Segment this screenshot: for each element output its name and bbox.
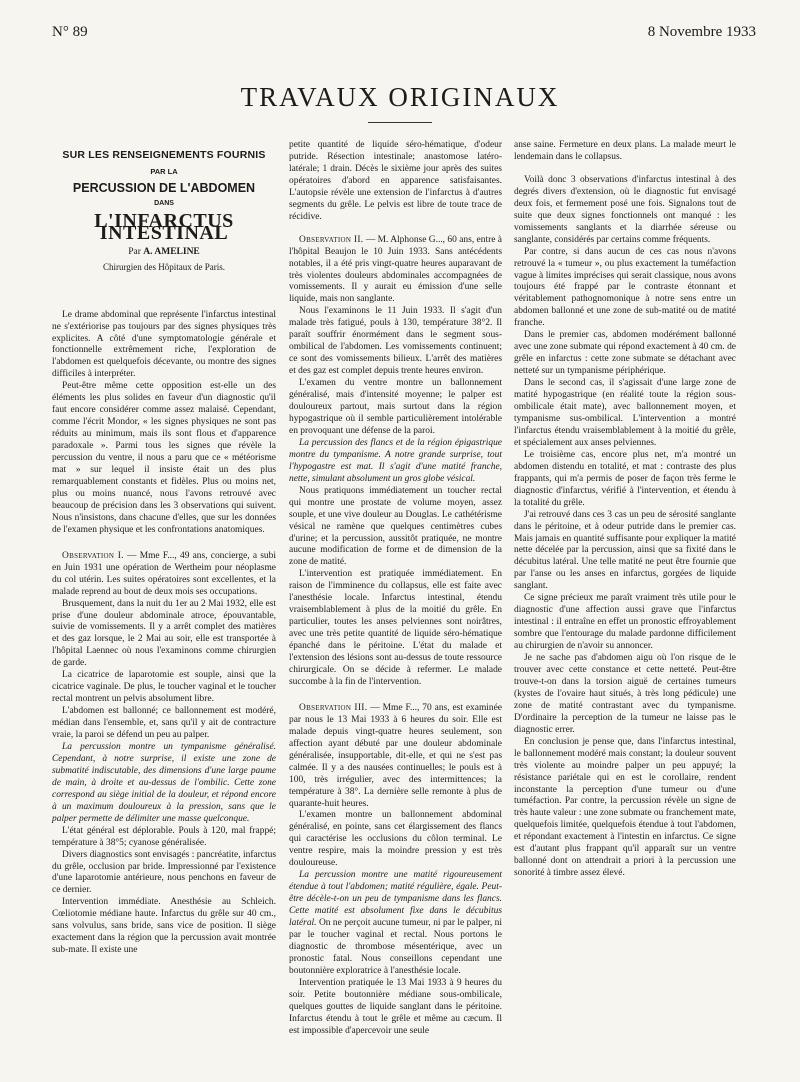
article-sub-title: PERCUSSION DE L'ABDOMEN — [72, 180, 256, 195]
observation-label: Observation II. — [299, 234, 364, 245]
author-prefix: Par — [128, 246, 141, 257]
column-1 — [52, 150, 276, 957]
paragraph: L'examen du ventre montre un ballonnement généralisé, mais d'intensité moyenne; le palper est douloureux partout, mais surtout dans la région hypogastrique où il semble particulièrement intolérable en provoquant une défense de la paroi. — [289, 378, 502, 436]
paragraph: Dans le second cas, il s'agissait d'une large zone de matité hypogastrique (en réalité toute la région sous-ombilicale était mate), avec ballonnement moyen, et tympanisme sus-ombilical. L'intervention a montré l'infarctus étendu vraisemblablement à la moitié du grêle, et spécialement aux anses pelviennes. — [514, 378, 736, 448]
column-3 — [514, 140, 736, 880]
paragraph: Je ne sache pas d'abdomen aigu où l'on risque de le trouver avec cette constance et cette netteté. Peut-être trouve-t-on dans la torsion aiguë de certaines tumeurs (kystes de l'ovaire haut situés, à très long pédicule) une zone de matité contrastant avec du tympanisme. D'ordinaire la perception de la tumeur ne laisse pas le diagnostic errer. — [514, 653, 736, 735]
paragraph: Le troisième cas, encore plus net, m'a montré un abdomen distendu en totalité, et mat : contraste des plus frappants, qui m'a permis de poser de façon très ferme le diagnostic d'infarctus, vérifié à l'intervention, et étendu à la totalité du grêle. — [514, 449, 736, 508]
paragraph: Voilà donc 3 observations d'infarctus intestinal à des degrés divers d'extension, où le diagnostic fut envisagé deux fois, et fermement posé une fois. Signalons tout de suite que deux signes fonctionnels ont manqué : les vomissements sanglants et la diarrhée séreuse ou sanglante, considérés par certains comme fréquents. — [514, 174, 736, 245]
observation-label: Observation I. — [62, 550, 124, 561]
paragraph: anse saine. Fermeture en deux plans. La malade meurt le lendemain dans le collapsus. — [514, 140, 736, 162]
column-2 — [289, 140, 502, 1038]
italic-text: La percussion des flancs et de la région épigastrique montre du tympanisme. A notre grande surprise, tout l'hypogastre est mat. Il s'agit d'une matité franche, nette, simulant absolument un gros globe vésical. — [289, 437, 502, 484]
observation-text: — Mme F..., 49 ans, concierge, a subi en Juin 1931 une opération de Wertheim pour néoplasme du col utérin. Les suites opératoires sont excellentes, et la malade reprend au bout de deux mois ses occupations. — [52, 550, 276, 597]
observation-1 — [52, 551, 276, 599]
observation-3 — [289, 703, 502, 811]
issue-number: N° 89 — [52, 24, 88, 40]
paragraph: Brusquement, dans la nuit du 1er au 2 Mai 1932, elle est prise d'une douleur abdominale atroce, épouvantable, suivie de vomissements. Il y a arrêt complet des matières et des gaz lorsque, le 2 Mai au soir, elle est transportée à l'hôpital Laennec où nous l'examinons comme chirurgien de garde. — [52, 598, 276, 669]
article-heading — [52, 150, 276, 274]
paragraph: Peut-être même cette opposition est-elle un des éléments les plus solides en faveur d'un diagnostic qu'il faut encore considérer comme assez malaisé. Cependant, comme l'écrit Mondor, « les signes physiques ne sont pas réduits au minimum, mais ils sont flous et d'apparence paradoxale ». Parmi tous les signes que révèle la percussion du ventre, il nous a paru que ce « météorisme mat » sur lequel il insiste était un des plus remarquablement constants et fidèles. Plus ou moins net, plus ou moins nuancé, nous l'avons retrouvé avec beaucoup de précision dans les 3 observations qui suivent. Nous n'insistons, dans chacune d'elles, que sur les données de l'examen physique et les confrontations anatomiques. — [52, 381, 276, 535]
observation-2 — [289, 235, 502, 307]
paragraph: Intervention immédiate. Anesthésie au Schleich. Cœliotomie médiane haute. Infarctus du grêle sur 40 cm., sans volvulus, sans bride, sans vice de position. Il siège exactement dans la région que la percussion avait montrée sub-mate. Il existe une — [52, 897, 276, 956]
author-role: Chirurgien des Hôpitaux de Paris. — [102, 261, 226, 272]
paragraph: Ce signe précieux me paraît vraiment très utile pour le diagnostic d'une affection aussi grave que l'infarctus intestinal : il entraîne en effet un pronostic effroyablement sombre que l'entourage du malade pardonne difficilement au chirurgien de n'avoir su annoncer. — [514, 593, 736, 652]
observation-text: — M. Alphonse G..., 60 ans, entre à l'hôpital Beaujon le 10 Juin 1933. Sans antécédents notables, il a été pris vingt-quatre heures auparavant de très violentes douleurs abdominales accompagnées de vomissements. Il y aurait eu émission d'une selle liquide, mais non sanglante. — [289, 234, 502, 305]
paragraph: J'ai retrouvé dans ces 3 cas un peu de sérosité sanglante dans le péritoine, et à odeur putride dans le premier cas. Mais jamais en quantité suffisante pour expliquer la matité nette décelée par la percussion, ainsi que sa fixité dans le décubitus latéral. Une telle matité ne peut être fournie que par l'anse ou les anses en infarctus, gorgées de liquide sanglant. — [514, 509, 736, 592]
page-header — [52, 24, 756, 48]
title-rule — [368, 122, 432, 123]
italic-text: La percussion montre une matité rigoureusement étendue à tout l'abdomen; matité régulière, égale. Peut-être décèle-t-on un peu de tympanisme dans les flancs. Cette matité est absolument fixe dans le décubitus latéral. — [289, 870, 502, 929]
paragraph: Par contre, si dans aucun de ces cas nous n'avons retrouvé la « tumeur », ou plus exactement la tuméfaction vague à limites imprécises qui serait classique, nous avons toujours été frappé par le contraste étonnant et véritablement pathognomonique à notre sens entre un abdomen ballonné et une zone de sub-matité ou de matité franche. — [514, 246, 736, 329]
article-title: L'INFARCTUS INTESTINAL — [94, 209, 234, 244]
paragraph-continuation: On ne perçoit aucune tumeur, ni par le palper, ni par le toucher vaginal et rectal. Nous portons le diagnostic de thrombose mésentérique, avec un pronostic fatal. Nous conseillons cependant une boutonnière exploratrice à l'anesthésie locale. — [289, 918, 503, 976]
observation-label: Observation III. — [299, 702, 368, 713]
paragraph: L'état général est déplorable. Pouls à 120, mal frappé; température à 38°5; cyanose généralisée. — [52, 825, 276, 848]
paragraph-italic — [289, 438, 502, 486]
paragraph: Divers diagnostics sont envisagés : pancréatite, infarctus du grêle, occlusion par bride. Impressionné par l'existence d'une laparotomie antérieure, nous penchons en faveur de ce dernier. — [52, 849, 276, 896]
paragraph: L'abdomen est ballonné; ce ballonnement est modéré, médian dans l'ensemble, et, sans qu'il y ait de contracture vraie, la paroi se défend un peu au palper. — [52, 706, 276, 741]
paragraph: En conclusion je pense que, dans l'infarctus intestinal, le ballonnement modéré mais constant; la douleur souvent très violente au moindre palper un peu appuyé; la résistance pariétale qui en est le corollaire, rendent inconstante la perception d'une tumeur ou d'une tuméfaction. Par contre, la percussion révèle un signe de très haute valeur : une zone submate ou franchement mate, quelquefois limitée, quelquefois étendue à tout l'abdomen, et répondant exactement à l'intestin en infarctus. Ce signe est d'autant plus frappant qu'il apparaît sur un ventre ballonné dont on attendrait a priori à la percussion une sonorité à timbre assez élevé. — [514, 736, 736, 879]
paragraph: Nous pratiquons immédiatement un toucher rectal qui montre une prostate de volume moyen, assez souple, et une vive douleur au Douglas. Le cathétérisme vésical ne ramène que quelques centimètres cubes d'urine; et la percussion, aussitôt pratiquée, ne montre aucune modification de forme et de dimension de la zone de matité. — [289, 485, 502, 568]
paragraph: Nous l'examinons le 11 Juin 1933. Il s'agit d'un malade très fatigué, pouls à 130, température 38°2. Il paraît souffrir énormément dans le segment sous-ombilical de l'abdomen. Les vomissements continuent; ce sont des vomissements bilieux. L'arrêt des matières et des gaz est complet depuis trente heures environ. — [289, 306, 502, 377]
author-name: A. AMELINE — [143, 246, 200, 257]
section-title: TRAVAUX ORIGINAUX — [240, 82, 560, 112]
observation-text: — Mme F..., 70 ans, est examinée par nous le 13 Mai 1933 à 6 heures du soir. Elle est malade depuis vingt-quatre heures seulement, son affection ayant débuté par une douleur abdominale généralisée, insupportable, dit-elle, et qui ne s'est pas calmée. Il y a des nausées continuelles; le pouls est à 100, très irrégulier, avec des intermittences; la température à 38°. La dernière selle remonte à plus de quarante-huit heures. — [289, 702, 502, 809]
article-over-title: SUR LES RENSEIGNEMENTS FOURNIS — [62, 149, 266, 161]
paragraph: La cicatrice de laparotomie est souple, ainsi que la cicatrice vaginale. De plus, le toucher vaginal et le toucher rectal montrent un pelvis absolument libre. — [52, 670, 276, 705]
issue-date: 8 Novembre 1933 — [647, 24, 756, 40]
italic-text: La percussion montre un tympanisme généralisé. Cependant, à notre surprise, il existe une zone de submatité indiscutable, des dimensions d'une large paume de main, à droite et au-dessus de l'ombilic. Cette zone correspond au siège initial de la douleur, et répond encore à un maximum douloureux à la pression, sans que le palper permette de délimiter une masse quelconque. — [52, 741, 276, 824]
paragraph-italic — [52, 742, 276, 826]
paragraph: Le drame abdominal que représente l'infarctus intestinal ne s'extériorise pas toujours par des signes physiques très explicites. A côté d'une symptomatologie générale et fonctionnelle extrêmement riche, l'exploration de l'abdomen est quelquefois décevante, ou montre des signes difficiles à interpréter. — [52, 309, 276, 380]
paragraph: Intervention pratiquée le 13 Mai 1933 à 9 heures du soir. Petite boutonnière médiane sous-ombilicale, quelques gouttes de liquide sanglant dans le péritoine. Infarctus étendu à tout le grêle et même au cæcum. Il est impossible d'apercevoir une seule — [289, 977, 502, 1036]
article-over-title-2: PAR LA — [150, 166, 178, 176]
paragraph-italic — [289, 870, 502, 978]
paragraph: L'examen montre un ballonnement abdominal généralisé, en pointe, sans cet élargissement des flancs qui caractérise les occlusions du côlon terminal. Le ventre respire, mais la moindre pression y est très douloureuse. — [289, 810, 502, 869]
article-author-line — [52, 247, 276, 259]
paragraph: petite quantité de liquide séro-hématique, d'odeur putride. Résection intestinale; anastomose latéro-latérale; 1 drain. Décès le sixième jour après des suites opératoires d'abord en apparence satisfaisantes. L'autopsie révèle une extension de l'infarctus à d'autres segments du grêle. Le pelvis est libre de toute trace de récidive. — [289, 140, 502, 222]
paragraph: L'intervention est pratiquée immédiatement. En raison de l'imminence du collapsus, elle est faite avec l'anesthésie locale. Infarctus intestinal, étendu vraisemblablement à plus de la moitié du grêle. En particulier, toutes les anses pelviennes sont noirâtres, avec une très petite quantité de liquide séro-hématique épanché dans le péritoine. L'état du malade et l'extension des lésions sont au-dessus de toute ressource chirurgicale. On se décide à refermer. Le malade succombe à la fin de l'intervention. — [289, 569, 502, 687]
article-sub-title-2: DANS — [154, 199, 174, 207]
paragraph: Dans le premier cas, abdomen modérément ballonné avec une zone submate qui répond exactement à 40 cm. de grêle en infarctus : cette zone submate se détachant avec netteté sur un tympanisme périphérique. — [514, 330, 736, 377]
